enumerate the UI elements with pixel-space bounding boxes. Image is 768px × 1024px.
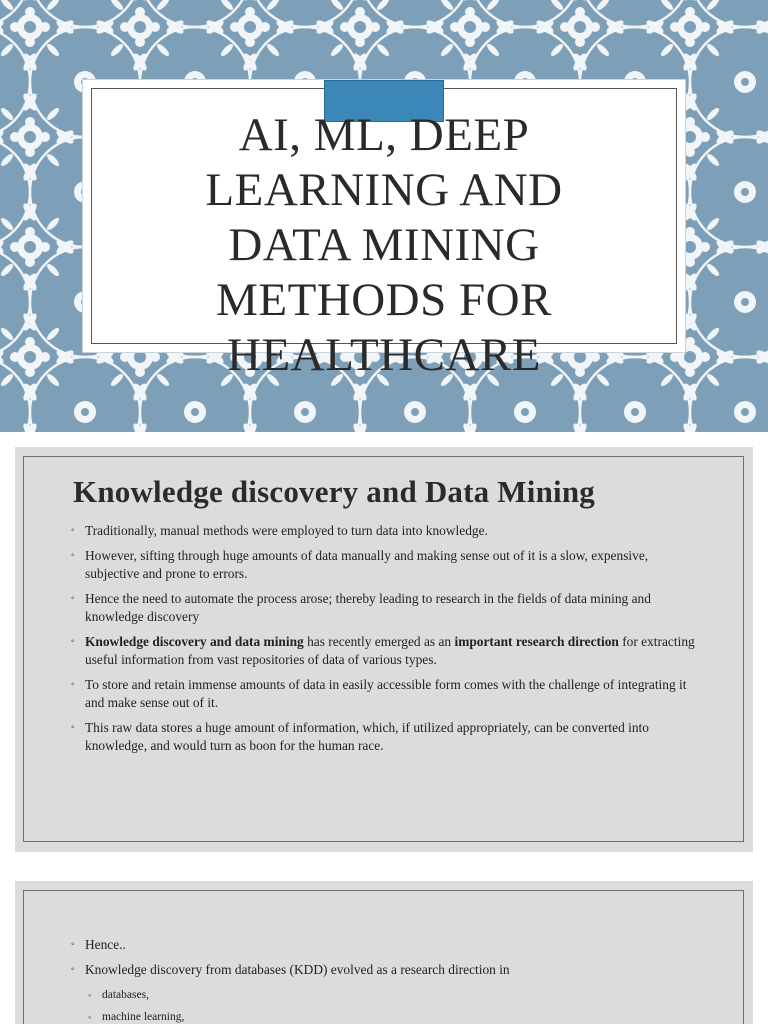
bullet-item (71, 547, 701, 583)
bullet-emphasis: Knowledge discovery and data mining (85, 634, 304, 649)
bullet-text: has recently emerged as an (303, 634, 455, 649)
bullet-marker-icon: ◦ (71, 964, 75, 975)
sub-bullet-item (71, 986, 701, 1004)
bullet-text: This raw data stores a huge amount of information, which, if utilized appropriately, can be converted into knowledge, and would turn as boon for the human race. (85, 720, 649, 753)
title-card (83, 80, 685, 381)
bullet-text: To store and retain immense amounts of data in easily accessible form comes with the challenge of integrating it and make sense out of it. (85, 677, 687, 710)
bullet-marker-icon: ◦ (71, 593, 75, 604)
title-line: LEARNING AND (205, 164, 563, 216)
bullet-marker-icon: ◦ (71, 525, 75, 536)
bullet-item (71, 676, 701, 712)
title-line: METHODS FOR (216, 274, 552, 326)
bullet-item (71, 719, 701, 755)
bullet-item (71, 633, 701, 669)
bullet-list (71, 936, 701, 1024)
bullet-text: databases, (102, 989, 149, 1001)
bullet-marker-icon: ◦ (71, 939, 75, 950)
bullet-marker-icon: ◦ (71, 550, 75, 561)
bullet-text: Hence the need to automate the process arose; thereby leading to research in the fields of data mining and knowledge discovery (85, 591, 651, 624)
title-line: HEALTHCARE (227, 329, 541, 381)
bullet-text: Hence.. (85, 937, 126, 952)
kdd-detail-slide (15, 881, 753, 1024)
bullet-item (71, 522, 701, 540)
bullet-emphasis: important research direction (454, 634, 619, 649)
bullet-marker-icon: ◦ (71, 722, 75, 733)
title-line: AI, ML, DEEP (238, 109, 530, 161)
bullet-marker-icon: ◦ (71, 679, 75, 690)
bullet-text: for extracting useful information from vast repositories of data of various types. (85, 634, 695, 667)
bullet-text: machine learning, (102, 1011, 185, 1023)
slide-heading: Knowledge discovery and Data Mining (73, 474, 595, 509)
bullet-item (71, 961, 701, 979)
sub-bullet-item (71, 1008, 701, 1024)
bullet-list (71, 522, 701, 762)
bullet-item (71, 590, 701, 626)
bullet-marker-icon: ◦ (71, 636, 75, 647)
bullet-marker-icon: ◦ (88, 1012, 92, 1022)
presentation-title (113, 108, 655, 383)
bullet-marker-icon: ◦ (88, 990, 92, 1000)
bullet-text: However, sifting through huge amounts of data manually and making sense out of it is a slow, expensive, subjective and prone to errors. (85, 548, 649, 581)
title-line: DATA MINING (228, 219, 540, 271)
bullet-item (71, 936, 701, 954)
bullet-text: Knowledge discovery from databases (KDD) evolved as a research direction in (85, 962, 510, 977)
title-slide (0, 0, 768, 432)
bullet-text: Traditionally, manual methods were employed to turn data into knowledge. (85, 523, 488, 538)
kdd-slide (15, 447, 753, 852)
